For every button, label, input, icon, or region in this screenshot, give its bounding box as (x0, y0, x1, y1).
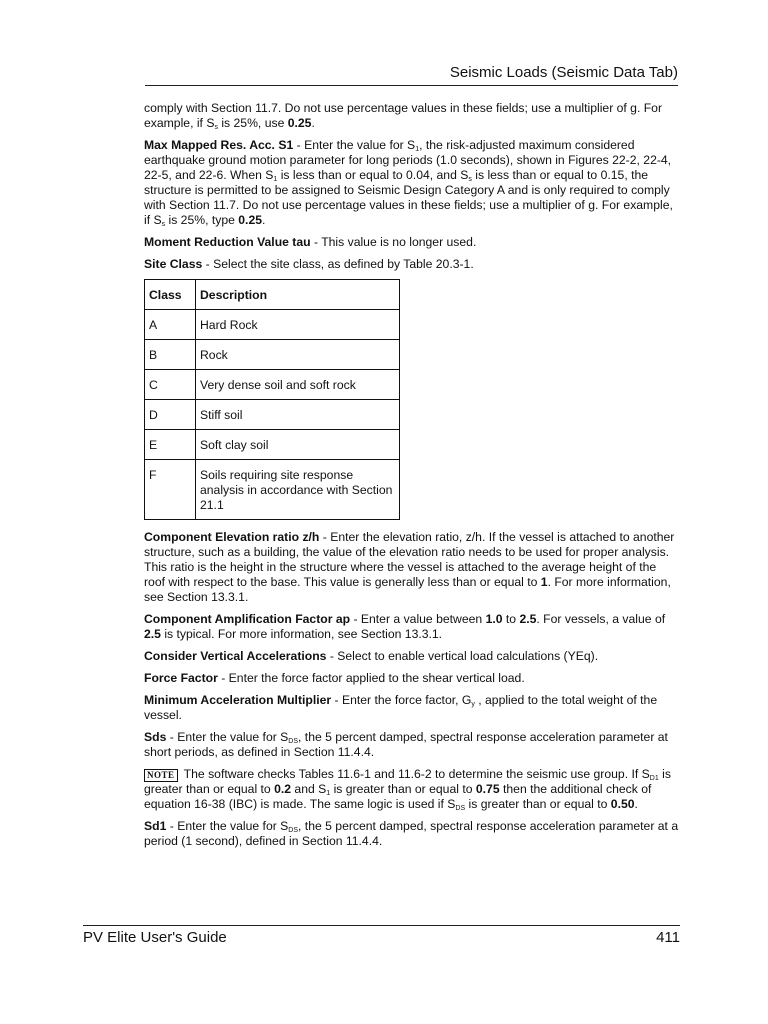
amplification-paragraph: Component Amplification Factor ap - Enter a value between 1.0 to 2.5. For vessels, a value of 2.5 is typical. For more information, see Section 13.3.1. (144, 612, 666, 641)
s1-term: Max Mapped Res. Acc. S1 (144, 138, 294, 152)
amplification-term: Component Amplification Factor ap (144, 612, 351, 626)
tau-term: Moment Reduction Value tau (144, 235, 311, 249)
vertical-accelerations-paragraph: Consider Vertical Accelerations - Select to enable vertical load calculations (YEq). (144, 649, 599, 663)
min-acceleration-term: Minimum Acceleration Multiplier (144, 693, 332, 707)
force-factor-paragraph: Force Factor - Enter the force factor applied to the shear vertical load. (144, 671, 525, 685)
page-footer (83, 925, 680, 946)
class-cell: A (145, 310, 196, 340)
sds-paragraph: Sds - Enter the value for $S_{DS}$, the 5 percent damped, spectral response acceleration parameter at short periods, as defined in Section 11.4.4. (144, 730, 668, 759)
description-cell: Stiff soil (196, 400, 400, 430)
class-cell: F (145, 460, 196, 520)
description-cell: Soils requiring site response analysis in accordance with Section 21.1 (196, 460, 400, 520)
class-cell: B (145, 340, 196, 370)
min-acceleration-paragraph: Minimum Acceleration Multiplier - Enter the force factor, $G_y$ , applied to the total weight of the vessel. (144, 693, 658, 722)
table-row (145, 310, 400, 340)
intro-paragraph: comply with Section 11.7. Do not use percentage values in these fields; use a multiplier of g. For example, if $S_s$ is 25%, use 0.25. (144, 101, 663, 131)
page-body (144, 101, 680, 856)
note-paragraph: NOTE The software checks Tables 11.6-1 and 11.6-2 to determine the seismic use group. If $S_{D1}$ is greater than or equal to 0.2 and $S_1$ is greater than or equal to 0.75 then the additional check of equation 16-38 (IBC) is made. The same logic is used if $S_{DS}$ is greater than or equal to 0.50. (144, 767, 671, 812)
site-class-term: Site Class (144, 257, 203, 271)
sd1-paragraph: Sd1 - Enter the value for $S_{DS}$, the 5 percent damped, spectral response acceleration parameter at a period (1 second), defined in Section 11.4.4. (144, 819, 679, 848)
column-header-description: Description (196, 280, 400, 310)
running-header (145, 64, 678, 86)
sds-term: Sds (144, 730, 167, 744)
description-cell: Very dense soil and soft rock (196, 370, 400, 400)
class-cell: D (145, 400, 196, 430)
class-cell: E (145, 430, 196, 460)
table-row (145, 370, 400, 400)
elevation-ratio-term: Component Elevation ratio z/h (144, 530, 320, 544)
site-class-table (144, 279, 400, 520)
class-cell: C (145, 370, 196, 400)
table-header-row (145, 280, 400, 310)
page-number: 411 (656, 929, 680, 946)
footer-title: PV Elite User's Guide (83, 929, 227, 946)
table-row (145, 400, 400, 430)
site-class-paragraph: Site Class - Select the site class, as defined by Table 20.3-1. (144, 257, 474, 271)
vertical-accelerations-term: Consider Vertical Accelerations (144, 649, 327, 663)
table-row (145, 430, 400, 460)
elevation-ratio-paragraph: Component Elevation ratio z/h - Enter the elevation ratio, z/h. If the vessel is attached to another structure, such as a building, the value of the elevation ratio needs to be used for proper analysis. This ratio is the height in the structure where the vessel is attached to the average height of the roof with respect to the base. This value is generally less than or equal to 1. For more information, see Section 13.3.1. (144, 530, 675, 604)
table-row (145, 460, 400, 520)
header-title: Seismic Loads (Seismic Data Tab) (449, 64, 678, 81)
table-row (145, 340, 400, 370)
sd1-term: Sd1 (144, 819, 167, 833)
description-cell: Soft clay soil (196, 430, 400, 460)
description-cell: Hard Rock (196, 310, 400, 340)
note-icon: NOTE (144, 769, 178, 782)
s1-paragraph: Max Mapped Res. Acc. S1 - Enter the value for $S_1$, the risk-adjusted maximum considered earthquake ground motion parameter for long periods (1.0 seconds), shown in Figures 22-2, 22-4, 22-5, and 22-6. When $S_1$ is less than or equal to 0.04, and $S_s$ is less than or equal to 0.15, the structure is permitted to be assigned to Seismic Design Category A and is only required to comply with Section 11.7. Do not use percentage values in these fields; use a multiplier of g. For example, if $S_s$ is 25%, type 0.25. (144, 138, 673, 228)
tau-paragraph: Moment Reduction Value tau - This value is no longer used. (144, 235, 477, 249)
force-factor-term: Force Factor (144, 671, 218, 685)
description-cell: Rock (196, 340, 400, 370)
column-header-class: Class (145, 280, 196, 310)
